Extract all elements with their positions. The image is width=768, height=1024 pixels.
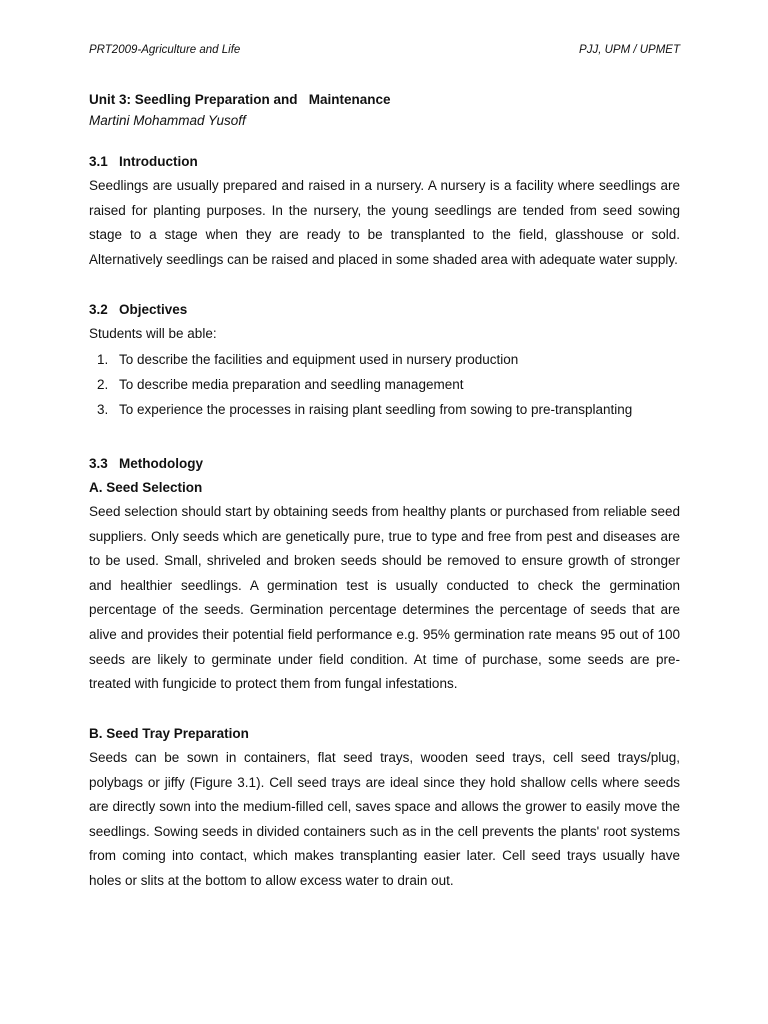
section-heading-objectives: 3.2 Objectives [89, 302, 188, 317]
introduction-paragraph: Seedlings are usually prepared and raised in a nursery. A nursery is a facility where seedlings are raised for planting purposes. In the nursery, the young seedlings are tended from seed sowing stage to a stage when they are ready to be transplanted to the field, glasshouse or sold. Alternatively seedlings can be raised and placed in some shaded area with adequate water supply. [89, 178, 680, 267]
course-code-header: PRT2009-Agriculture and Life [89, 44, 241, 56]
seed-selection-paragraph: Seed selection should start by obtaining seeds from healthy plants or purchased from reliable seed suppliers. Only seeds which are genetically pure, true to type and free from pest and diseases are to be used. Small, shriveled and broken seeds should be removed to ensure growth of stronger and healthier seedlings. A germination test is usually conducted to check the germination percentage of the seeds. Germination percentage determines the percentage of seeds that are alive and provides their potential field performance e.g. 95% germination rate means 95 out of 100 seeds are likely to germinate under field condition. At time of purchase, some seeds are pre-treated with fungicide to protect them from fungal infestations. [89, 504, 680, 692]
objectives-intro: Students will be able: [89, 326, 217, 341]
document-page [89, 0, 680, 1024]
running-header [89, 44, 680, 60]
author-name: Martini Mohammad Yusoff [89, 113, 246, 128]
unit-title-block [89, 90, 680, 131]
subsection-heading-seed-selection: A. Seed Selection [89, 480, 203, 495]
section-heading-methodology: 3.3 Methodology [89, 456, 204, 471]
section-heading-introduction: 3.1 Introduction [89, 154, 198, 169]
section-methodology [89, 452, 680, 697]
list-item: 2. To describe media preparation and seedling management [97, 376, 464, 392]
unit-title: Unit 3: Seedling Preparation and Maintenance [89, 92, 391, 107]
list-item: 1. To describe the facilities and equipment used in nursery production [97, 351, 519, 367]
section-objectives [89, 298, 680, 422]
list-item: 3. To experience the processes in raising plant seedling from sowing to pre-transplanting [97, 401, 633, 417]
subsection-heading-seed-tray: B. Seed Tray Preparation [89, 726, 249, 741]
institution-header: PJJ, UPM / UPMET [579, 44, 680, 56]
objectives-list [89, 347, 680, 422]
seed-tray-paragraph: Seeds can be sown in containers, flat seed trays, wooden seed trays, cell seed trays/plug, polybags or jiffy (Figure 3.1). Cell seed trays are ideal since they hold shallow cells where seeds are directly sown into the medium-filled cell, saves space and allows the grower to easily move the seedlings. Sowing seeds in divided containers such as in the cell prevents the plants' root systems from coming into contact, which makes transplanting easier later. Cell seed trays usually have holes or slits at the bottom to allow excess water to drain out. [89, 750, 680, 888]
section-seed-tray [89, 722, 680, 894]
section-introduction [89, 150, 680, 272]
